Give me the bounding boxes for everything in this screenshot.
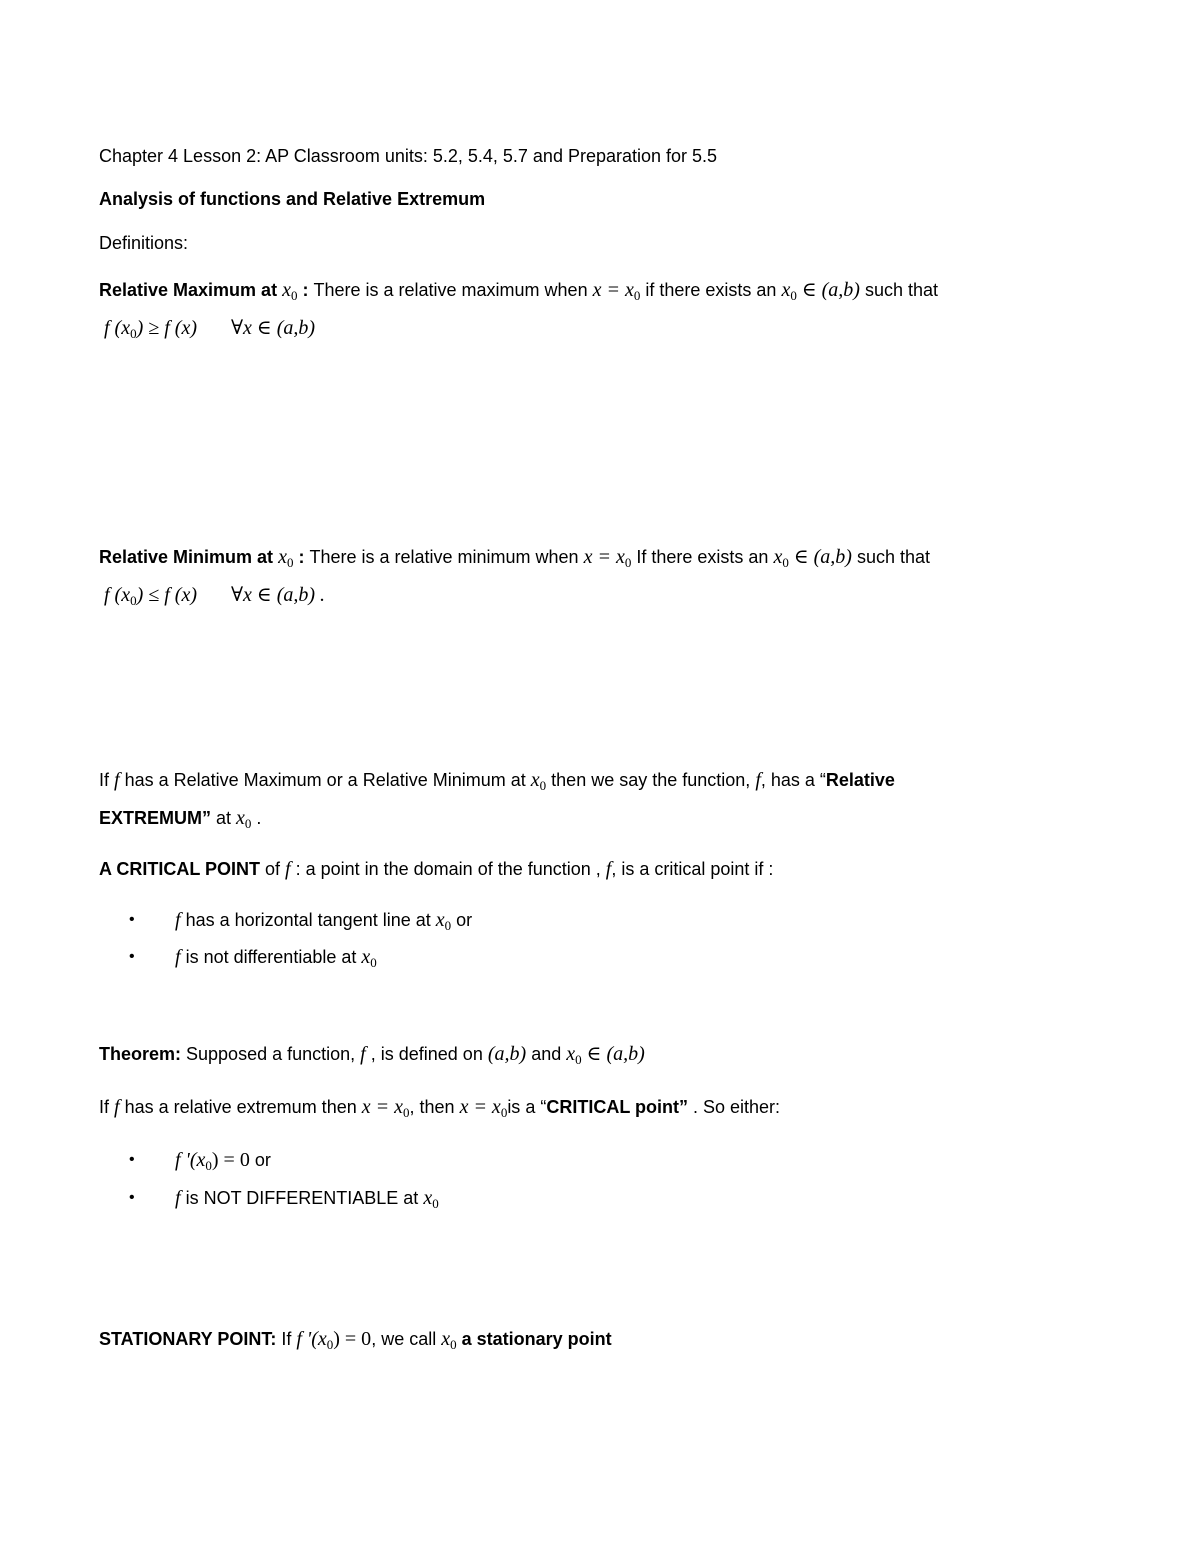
bullet-icon: • bbox=[129, 1189, 135, 1206]
rel-min-label: Relative Minimum at bbox=[99, 547, 274, 567]
math-condition: f $(x_0) \ge f$ (x) bbox=[104, 317, 197, 341]
theorem-conclusion: If f has a relative extremum then $x = x_0$, then $x = x_0is$ a “CRITICAL point” . So either: bbox=[99, 1096, 781, 1120]
extremum-paragraph-line2: EXTREMUM” at $x_0$ . bbox=[99, 807, 262, 831]
critical-point-definition: A CRITICAL POINT of f : a point in the domain of the function , f, is a critical point if : bbox=[99, 858, 774, 880]
math-in-ab: $x_0$ ∈ (a,b) bbox=[781, 279, 860, 303]
math-condition: f $(x_0) \le f$ (x) bbox=[104, 584, 197, 608]
chapter-title: Chapter 4 Lesson 2: AP Classroom units: 5.2, 5.4, 5.7 and Preparation for 5.5 bbox=[99, 146, 718, 166]
bullet-icon: • bbox=[129, 1151, 135, 1168]
theorem-statement: Theorem: Supposed a function, f , is defined on (a,b) and $x_0$ ∈ (a,b) bbox=[99, 1043, 645, 1067]
math-eq: $x = x_0$ bbox=[583, 546, 632, 570]
stationary-point-definition: STATIONARY POINT: If f '$(x_0) = 0$, we call $x_0$ a stationary point bbox=[99, 1328, 612, 1352]
math-in-ab: $x_0$ ∈ (a,b) bbox=[773, 546, 852, 570]
math-x0: $x_0$ bbox=[278, 546, 294, 570]
rel-max-label: Relative Maximum at bbox=[99, 280, 278, 300]
rel-min-definition: Relative Minimum at $x_0$ : There is a relative minimum when $x = x_0$ If there exists an $x_0$ ∈ (a,b) such that bbox=[99, 546, 931, 570]
definitions-label: Definitions: bbox=[99, 233, 189, 253]
extremum-paragraph-line1: If f has a Relative Maximum or a Relative Minimum at $x_0$ then we say the function, f, has a “Relative bbox=[99, 769, 895, 793]
math-forall: ∀x ∈ (a,b) . bbox=[230, 584, 326, 606]
rel-min-condition bbox=[104, 583, 325, 607]
rel-max-definition: Relative Maximum at $x_0$ : There is a relative maximum when $x = x_0$ if there exists an $x_0$ ∈ (a,b) such that bbox=[99, 279, 939, 303]
section-heading: Analysis of functions and Relative Extremum bbox=[99, 189, 486, 209]
bullet-icon: • bbox=[129, 948, 135, 965]
rel-max-condition bbox=[104, 316, 315, 340]
bullet-icon: • bbox=[129, 911, 135, 928]
math-forall: ∀x ∈ (a,b) bbox=[230, 317, 316, 339]
math-eq: $x = x_0$ bbox=[592, 279, 641, 303]
math-x0: $x_0$ bbox=[282, 279, 298, 303]
